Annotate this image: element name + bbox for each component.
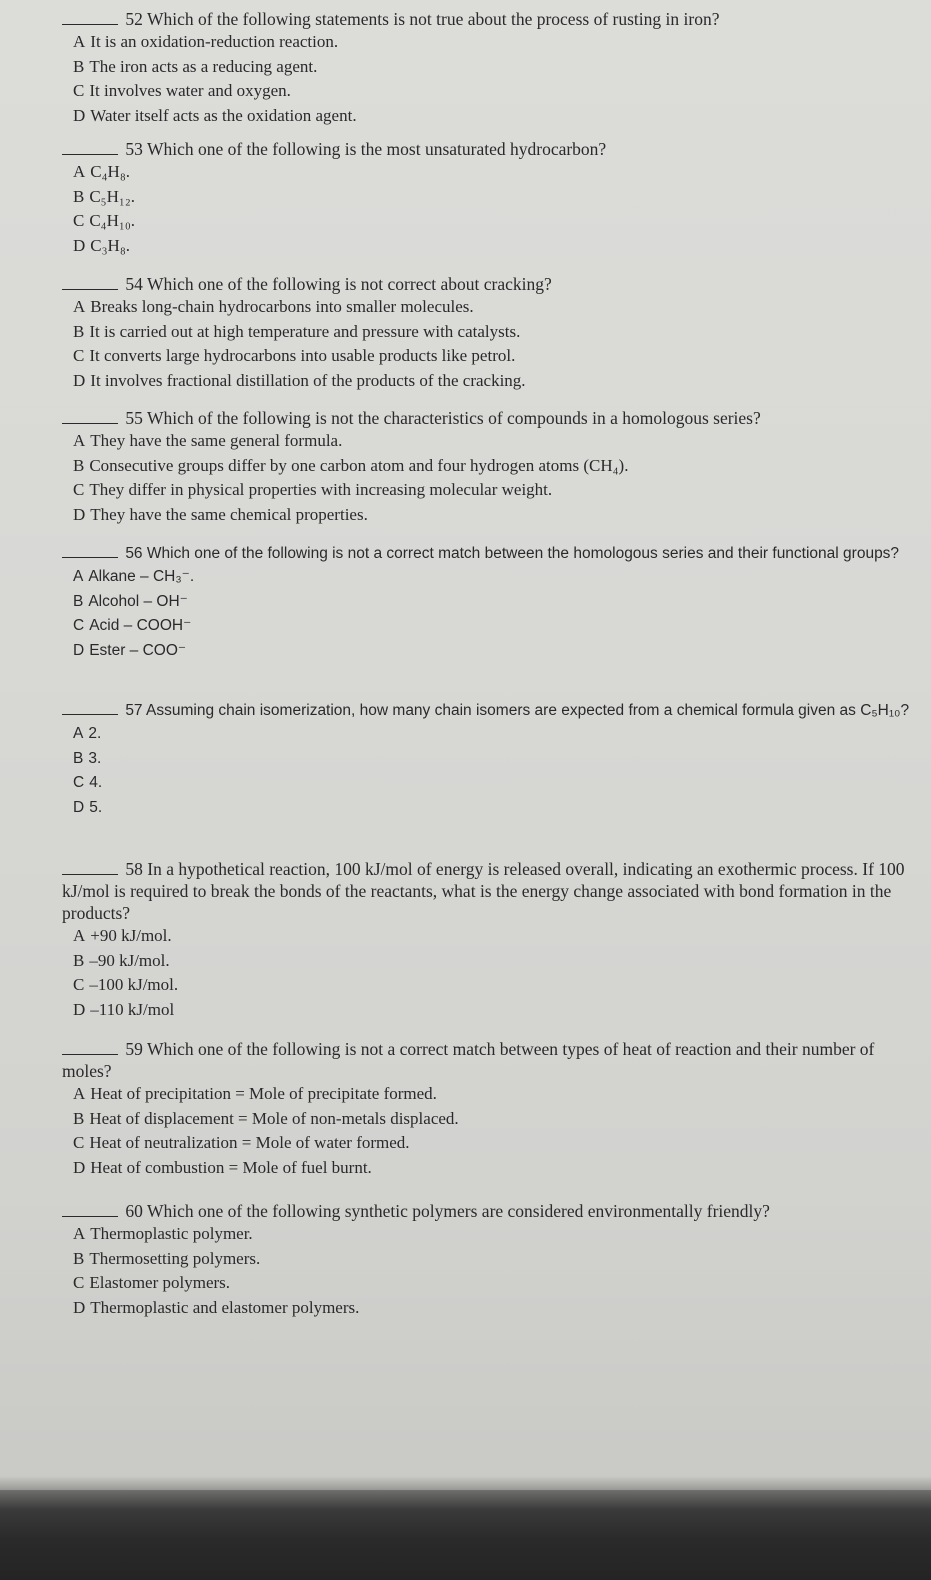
option-a[interactable]: A Heat of precipitation = Mole of precipitate formed. xyxy=(73,1084,437,1103)
answer-blank[interactable] xyxy=(62,409,118,424)
question-55 xyxy=(62,407,924,527)
option-c[interactable]: C Acid – COOH⁻ xyxy=(73,617,192,634)
question-58 xyxy=(62,858,924,1022)
options-list xyxy=(62,1082,924,1180)
question-number: 56 xyxy=(125,545,143,562)
option-d[interactable]: D C₃H₈. xyxy=(73,235,131,255)
options-list xyxy=(62,295,924,393)
option-b[interactable]: B 3. xyxy=(73,749,102,767)
option-c[interactable]: C Elastomer polymers. xyxy=(73,1273,231,1292)
question-number: 52 xyxy=(125,9,143,29)
question-57 xyxy=(62,700,924,820)
question-60 xyxy=(62,1200,924,1320)
option-c[interactable]: C They differ in physical properties with increasing molecular weight. xyxy=(73,480,553,499)
options-list xyxy=(62,1222,924,1320)
option-a[interactable]: A Alkane – CH₃⁻. xyxy=(73,568,195,585)
question-stem xyxy=(62,543,924,565)
option-a[interactable]: A 2. xyxy=(73,725,102,742)
option-c[interactable]: C It converts large hydrocarbons into usable products like petrol. xyxy=(73,346,516,365)
question-56 xyxy=(62,543,924,663)
option-c[interactable]: C It involves water and oxygen. xyxy=(73,81,291,100)
question-number: 57 xyxy=(125,702,143,719)
option-c[interactable]: C 4. xyxy=(73,774,103,791)
question-text: In a hypothetical reaction, 100 kJ/mol of energy is released overall, indicating an exothermic process. If 100 kJ/mol is required to break the bonds of the reactants, what is the energy change associated with bond formation in the products? xyxy=(62,859,905,923)
answer-blank[interactable] xyxy=(62,275,118,290)
option-a[interactable]: A C₄H₈. xyxy=(73,162,131,181)
option-a[interactable]: A Breaks long-chain hydrocarbons into smaller molecules. xyxy=(73,297,474,316)
option-d[interactable]: D Ester – COO⁻ xyxy=(73,641,187,659)
question-number: 58 xyxy=(125,859,143,879)
question-stem xyxy=(62,1200,924,1222)
question-stem xyxy=(62,407,924,429)
answer-blank[interactable] xyxy=(62,1202,118,1217)
option-a[interactable]: A It is an oxidation-reduction reaction. xyxy=(73,32,339,51)
option-a[interactable]: A Thermoplastic polymer. xyxy=(73,1224,253,1243)
option-b[interactable]: B Heat of displacement = Mole of non-metals displaced. xyxy=(73,1108,459,1128)
option-d[interactable]: D –110 kJ/mol xyxy=(73,999,175,1019)
option-d[interactable]: D Heat of combustion = Mole of fuel burnt. xyxy=(73,1157,372,1177)
question-number: 54 xyxy=(125,274,143,294)
question-text: Which one of the following is not a correct match between the homologous series and their functional groups? xyxy=(146,545,900,562)
answer-blank[interactable] xyxy=(62,1040,118,1055)
option-c[interactable]: C C₄H₁₀. xyxy=(73,211,135,230)
question-text: Which one of the following is not correct about cracking? xyxy=(146,274,552,294)
option-c[interactable]: C –100 kJ/mol. xyxy=(73,975,179,994)
options-list xyxy=(62,722,924,820)
option-d[interactable]: D 5. xyxy=(73,798,103,816)
question-number: 53 xyxy=(125,139,143,159)
option-d[interactable]: D Thermoplastic and elastomer polymers. xyxy=(73,1297,360,1317)
question-stem xyxy=(62,700,924,722)
option-c[interactable]: C Heat of neutralization = Mole of water formed. xyxy=(73,1133,410,1152)
option-b[interactable]: B –90 kJ/mol. xyxy=(73,950,170,970)
question-stem xyxy=(62,1038,924,1082)
options-list xyxy=(62,160,924,258)
question-text: Assuming chain isomerization, how many chain isomers are expected from a chemical formula given as C₅H₁₀? xyxy=(146,702,910,719)
question-number: 59 xyxy=(125,1039,143,1059)
question-text: Which one of the following is not a correct match between types of heat of reaction and their number of moles? xyxy=(62,1039,875,1081)
answer-blank[interactable] xyxy=(62,700,118,715)
option-b[interactable]: B C₅H₁₂. xyxy=(73,186,135,206)
question-number: 60 xyxy=(125,1201,143,1221)
answer-blank[interactable] xyxy=(62,543,118,558)
question-53 xyxy=(62,138,924,258)
options-list xyxy=(62,429,924,527)
question-number: 55 xyxy=(125,408,143,428)
question-stem xyxy=(62,138,924,160)
question-text: Which of the following statements is not true about the process of rusting in iron? xyxy=(146,9,720,29)
answer-blank[interactable] xyxy=(62,860,118,875)
dark-background-edge xyxy=(0,1490,931,1580)
question-stem xyxy=(62,8,924,30)
option-b[interactable]: B Consecutive groups differ by one carbon atom and four hydrogen atoms (CH₄). xyxy=(73,455,629,475)
option-b[interactable]: B The iron acts as a reducing agent. xyxy=(73,56,318,76)
options-list xyxy=(62,565,924,663)
question-stem xyxy=(62,273,924,295)
question-text: Which of the following is not the characteristics of compounds in a homologous series? xyxy=(146,408,761,428)
options-list xyxy=(62,924,924,1022)
option-a[interactable]: A +90 kJ/mol. xyxy=(73,926,172,945)
question-52 xyxy=(62,8,924,128)
option-b[interactable]: B It is carried out at high temperature and pressure with catalysts. xyxy=(73,321,521,341)
question-text: Which one of the following synthetic polymers are considered environmentally friendly? xyxy=(146,1201,770,1221)
option-d[interactable]: D Water itself acts as the oxidation agent. xyxy=(73,105,357,125)
question-stem xyxy=(62,858,924,924)
option-b[interactable]: B Thermosetting polymers. xyxy=(73,1248,261,1268)
question-54 xyxy=(62,273,924,393)
question-59 xyxy=(62,1038,924,1180)
option-d[interactable]: D It involves fractional distillation of the products of the cracking. xyxy=(73,370,526,390)
option-a[interactable]: A They have the same general formula. xyxy=(73,431,343,450)
question-text: Which one of the following is the most unsaturated hydrocarbon? xyxy=(146,139,607,159)
options-list xyxy=(62,30,924,128)
option-d[interactable]: D They have the same chemical properties. xyxy=(73,504,368,524)
answer-blank[interactable] xyxy=(62,10,118,25)
option-b[interactable]: B Alcohol – OH⁻ xyxy=(73,592,188,610)
answer-blank[interactable] xyxy=(62,140,118,155)
